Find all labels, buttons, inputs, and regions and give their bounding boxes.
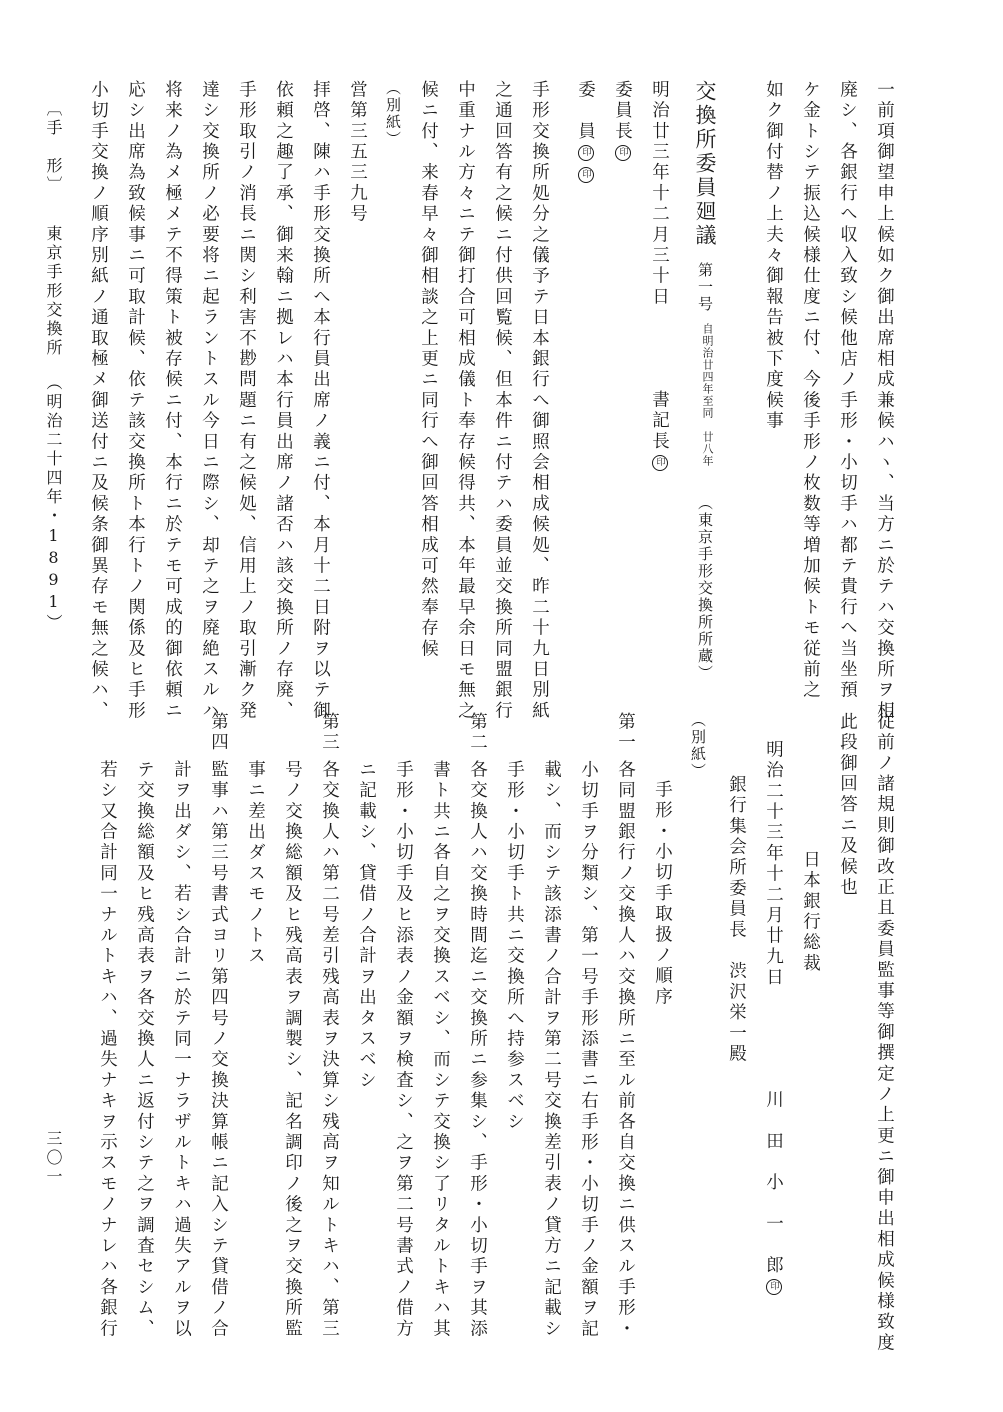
rules-title: 手形・小切手取扱ノ順序 <box>652 780 673 1008</box>
text-line: 依頼之趣了承、御来翰ニ拠レハ本行員出席ノ諸否ハ該交換所ノ存廃、 <box>273 80 294 722</box>
text-line: 如ク御付替ノ上夫々御報告被下度候事 <box>763 80 784 432</box>
text-line: 此段御回答ニ及候也 <box>837 712 858 899</box>
text-line: 一前項御望申上候如ク御出席相成兼候ハヽ、当方ニ於テハ交換所ヲ相 <box>874 80 895 722</box>
seal-icon: 印 <box>578 145 594 161</box>
section-title: 交換所委員廻議 <box>693 80 717 248</box>
secretary-signature: 書記長印 <box>649 390 670 470</box>
rule-line: 若シ又合計同一ナルトキハ、過失ナキヲ示スモノナレハ各銀行 <box>97 760 118 1340</box>
text-line: 中重ナル方々ニテ御打合可相成儀ト奉存候得共、本年最早余日モ無之 <box>455 80 476 722</box>
section-number: 第一号 <box>696 262 714 313</box>
seal-icon: 印 <box>615 145 631 161</box>
rule-line: 載シ、而シテ該添書ノ合計ヲ第二号交換差引表ノ貸方ニ記載シ <box>541 760 562 1340</box>
text-line: 小切手交換ノ順序別紙ノ通取極メ御送付ニ及候条御異存モ無之候ハ、 <box>88 80 109 722</box>
text-line: 手形交換所処分之儀予テ日本銀行へ御照会相成候処、昨二十九日別紙 <box>529 80 550 722</box>
text-line: 手形取引ノ消長ニ関シ利害不尠問題ニ有之候処、信用上ノ取引漸ク発 <box>236 80 257 722</box>
rule-label: 第三 <box>319 712 340 754</box>
text-line: 従前ノ諸規則御改正且委員監事等御撰定ノ上更ニ御申出相成候様致度 <box>874 712 895 1354</box>
section-heading <box>694 80 715 682</box>
text-line: ケ金トシテ振込候様仕度ニ付、今後手形ノ枚数等増加候トモ従前之 <box>800 80 821 701</box>
annex-label: （別紙） <box>689 712 707 780</box>
issuer-title: 日本銀行総裁 <box>800 850 821 975</box>
seal-icon: 印 <box>652 455 668 471</box>
reference-number: 営第三五三九号 <box>347 80 368 225</box>
text-line: 拝啓、陳ハ手形交換所へ本行員出席ノ義ニ付、本月十二日附ヲ以テ御 <box>310 80 331 722</box>
year-label: （明治二十四年・1891） <box>44 374 63 633</box>
date-line: 明治廿三年十二月三十日 <box>649 80 670 308</box>
text-line: 廃シ、各銀行へ収入致シ候他店ノ手形・小切手ハ都テ貴行へ当坐預 <box>837 80 858 701</box>
page-number: 三〇一 <box>44 1130 63 1187</box>
rule-line: テ交換総額及ヒ残高表ヲ各交換人ニ返付シテ之ヲ調査セシム、 <box>134 760 155 1340</box>
rule-line: 号ノ交換総額及ヒ残高表ヲ調製シ、記名調印ノ後之ヲ交換所監 <box>282 760 303 1340</box>
members-signature: 委 員印印 <box>575 80 596 182</box>
seal-icon: 印 <box>578 167 594 183</box>
rule-line: 各同盟銀行ノ交換人ハ交換所ニ至ル前各自交換ニ供スル手形・ <box>615 760 636 1340</box>
running-head <box>42 100 65 633</box>
text-line: 応シ出席為致候事ニ可取計候、依テ該交換所ト本行トノ関係及ヒ手形 <box>125 80 146 722</box>
publisher-label: 東京手形交換所 <box>44 225 63 358</box>
seal-icon: 印 <box>766 1279 782 1295</box>
text-line: 達シ交換所ノ必要将ニ起ラントスル今日ニ際シ、却テ之ヲ廃絶スルハ <box>199 80 220 722</box>
text-line: 候ニ付、来春早々御相談之上更ニ同行へ御回答相成可然奉存候 <box>418 80 439 660</box>
addressee: 銀行集会所委員長 渋沢栄一殿 <box>726 775 747 1065</box>
rule-line: 各交換人ハ交換時間迄ニ交換所ニ参集シ、手形・小切手ヲ其添 <box>467 760 488 1340</box>
rule-line: 手形・小切手ト共ニ交換所へ持参スベシ <box>504 760 525 1133</box>
rule-line: 小切手ヲ分類シ、第一号手形添書ニ右手形・小切手ノ金額ヲ記 <box>578 760 599 1340</box>
text-line: 之通回答有之候ニ付供回覧候、但本件ニ付テハ委員並交換所同盟銀行 <box>492 80 513 722</box>
rule-label: 第一 <box>615 712 636 754</box>
annex-label: （別紙） <box>384 80 402 148</box>
text-line: 将来ノ為メ極メテ不得策ト被存候ニ付、本行ニ於テモ可成的御依頼ニ <box>162 80 183 722</box>
rule-line: 事ニ差出ダスモノトス <box>245 760 266 967</box>
rule-label: 第四 <box>208 712 229 754</box>
rule-line: 書ト共ニ各自之ヲ交換スベシ、而シテ交換シ了リタルトキハ其 <box>430 760 451 1340</box>
rule-line: 手形・小切手及ヒ添表ノ金額ヲ検査シ、之ヲ第二号書式ノ借方 <box>393 760 414 1340</box>
date-line: 明治二十三年十二月廿九日 <box>763 740 784 989</box>
category-label: 〔手 形〕 <box>44 100 63 195</box>
rule-label: 第二 <box>467 712 488 754</box>
rule-line: 各交換人ハ第二号差引残高表ヲ決算シ残高ヲ知ルトキハ、第三 <box>319 760 340 1340</box>
rule-line: 計ヲ出ダシ、若シ合計ニ於テ同一ナラザルトキハ過失アルヲ以 <box>171 760 192 1340</box>
rule-line: ニ記載シ、貸借ノ合計ヲ出タスベシ <box>356 760 377 1092</box>
period-range: 自明治廿四年至同 廿八年 <box>701 323 714 467</box>
source-note: （東京手形交換所所蔵） <box>696 495 714 682</box>
governor-signature: 川 田 小 一 郎印 <box>763 1090 784 1294</box>
chair-signature: 委員長印 <box>612 80 633 160</box>
rule-line: 監事ハ第三号書式ヨリ第四号ノ交換決算帳ニ記入シテ貸借ノ合 <box>208 760 229 1340</box>
